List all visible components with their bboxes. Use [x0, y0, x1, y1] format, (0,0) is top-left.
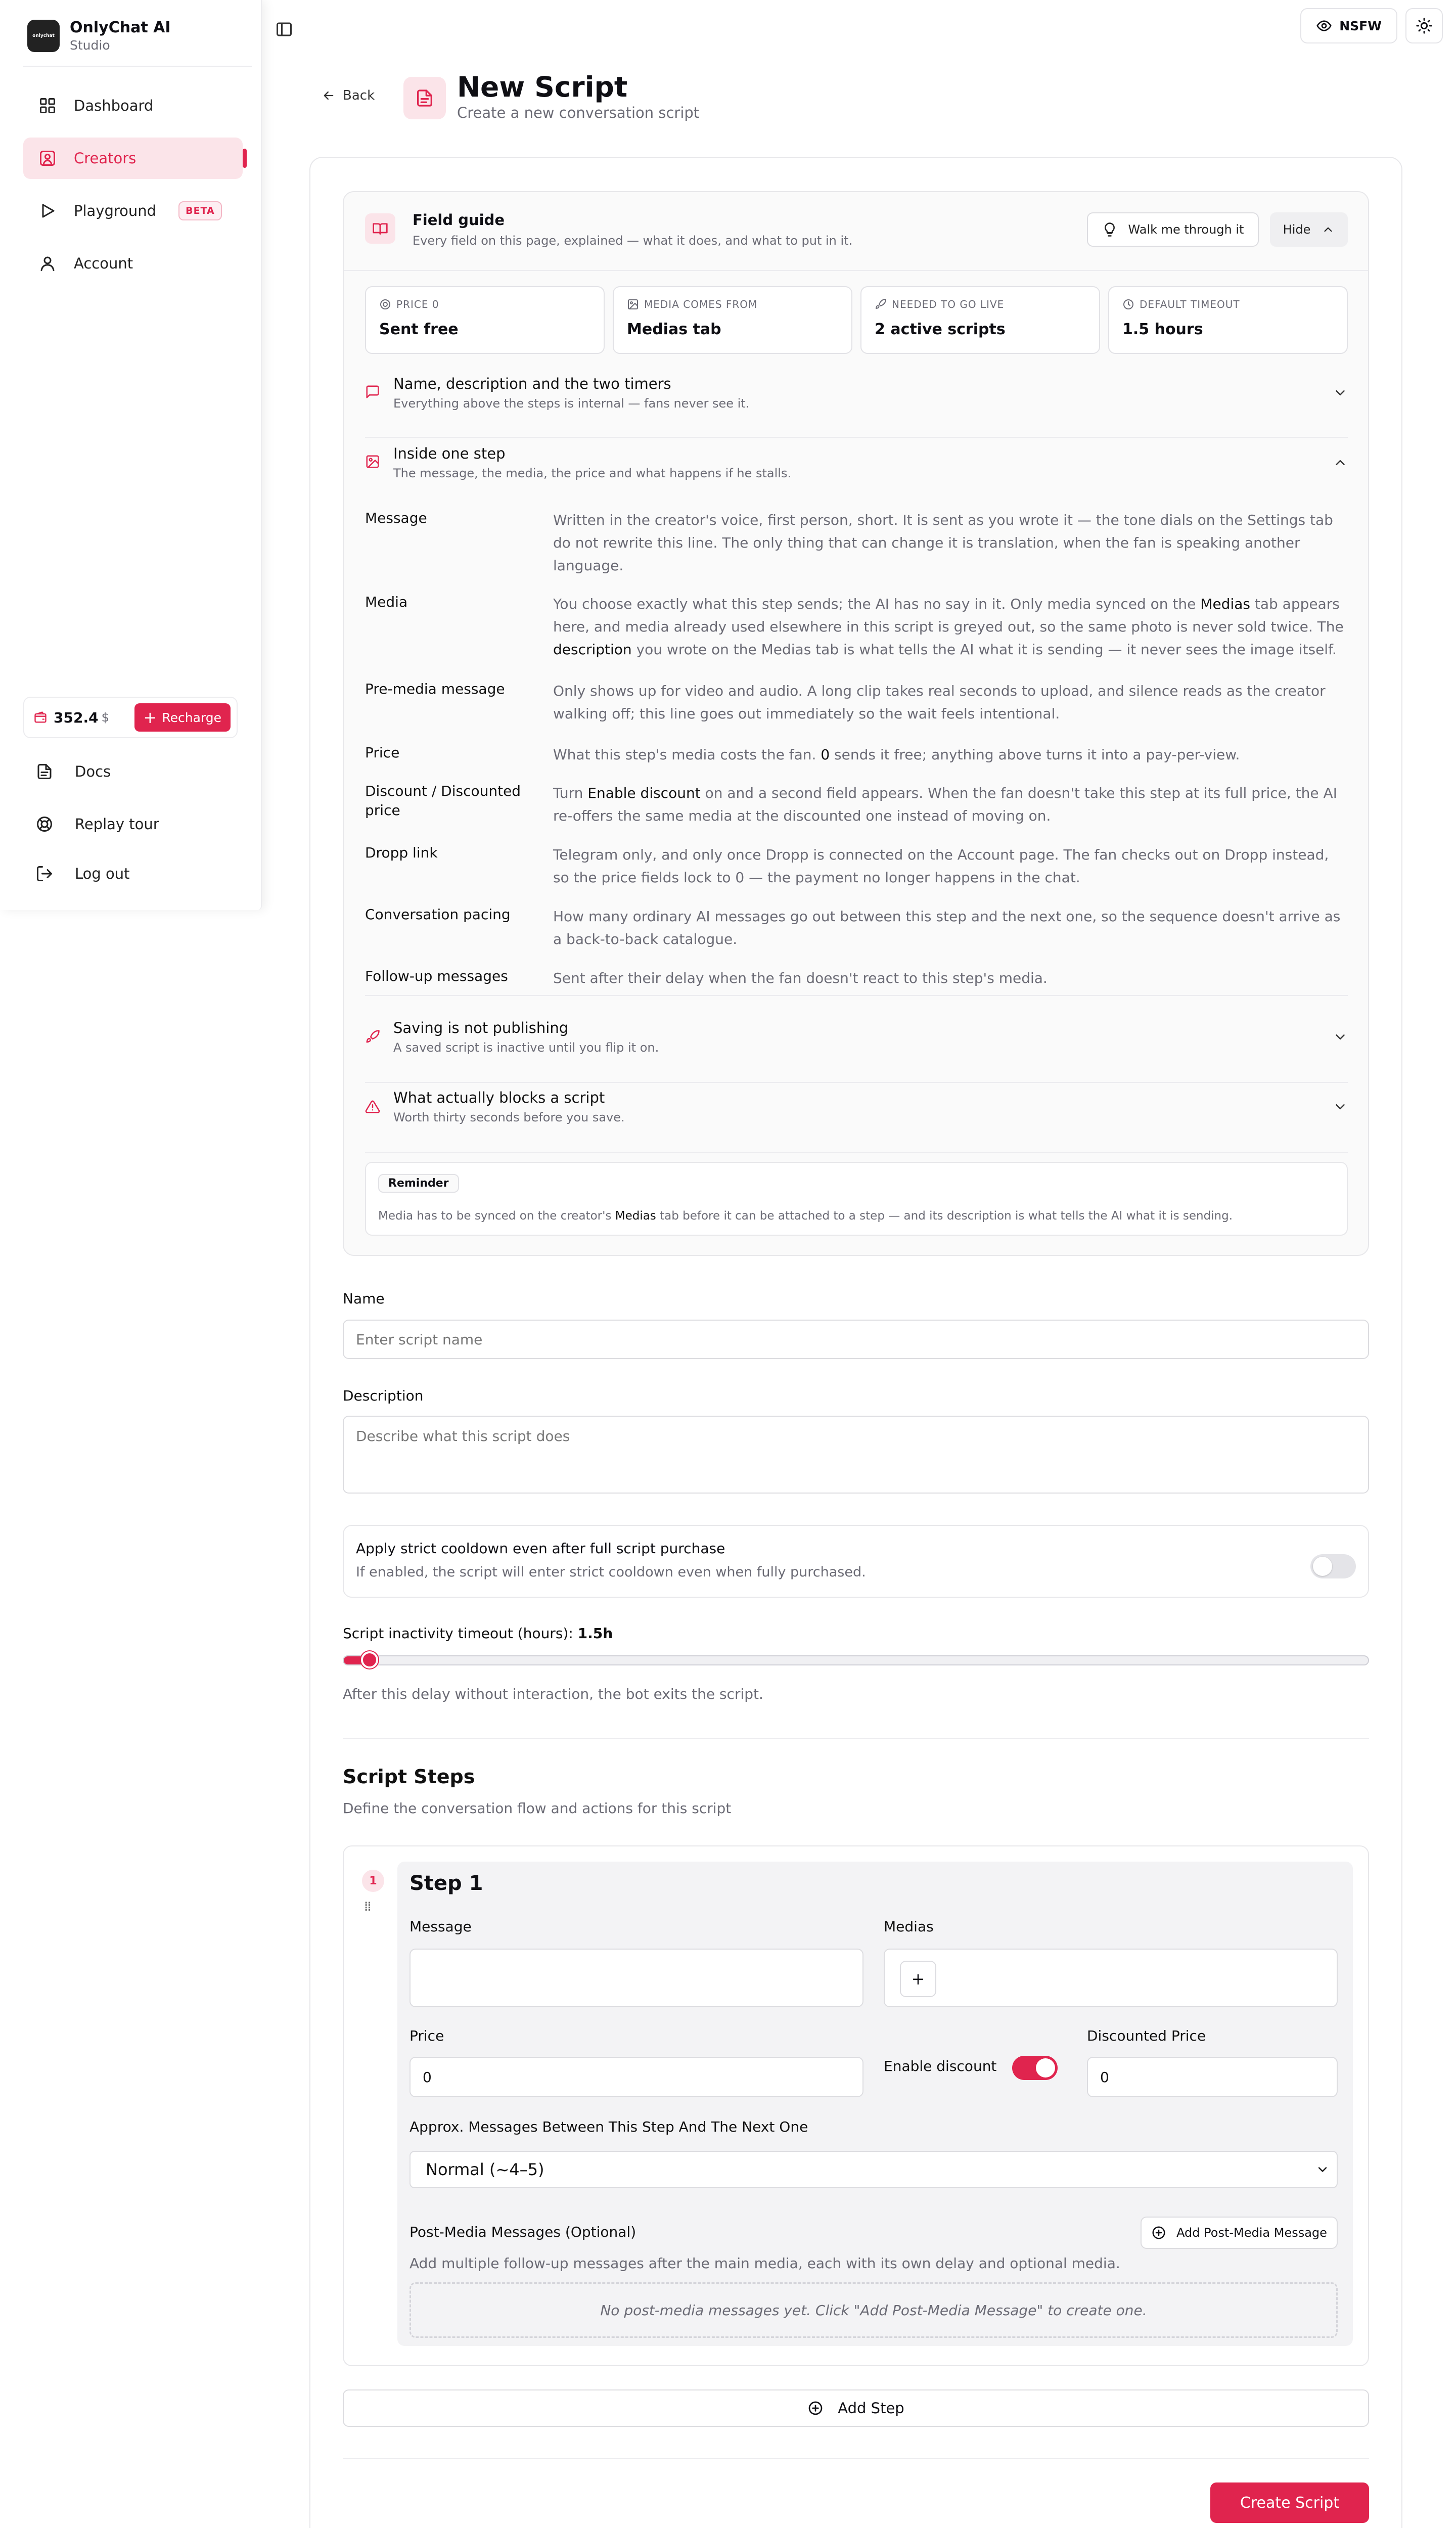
recharge-button[interactable] [134, 703, 231, 732]
strict-cooldown-row [343, 1525, 1369, 1598]
drag-handle-icon[interactable]: ⁞⁞ [364, 1899, 371, 1914]
stat-label: NEEDED TO GO LIVE [892, 298, 1005, 310]
text-part: You choose exactly what this step sends; the AI has no say in it. Only media synced on the [553, 596, 1201, 612]
description-label: Description [343, 1387, 424, 1404]
create-script-button[interactable] [1210, 2482, 1369, 2523]
nsfw-label: NSFW [1339, 18, 1382, 33]
chat-bubble-icon [365, 384, 380, 399]
stat-card-price [365, 286, 605, 354]
recharge-label: Recharge [162, 710, 221, 725]
stat-label: DEFAULT TIMEOUT [1140, 298, 1240, 310]
stat-label: MEDIA COMES FROM [644, 298, 758, 310]
text-part: Turn [553, 785, 588, 801]
credits-amount: 352.4 [54, 709, 99, 726]
post-media-help: Add multiple follow-up messages after the main media, each with its own delay and optional media. [410, 2255, 1120, 2272]
text-part: on and a second field appears. When the fan doesn't take this step at its full price, the AI re-offers the same media at the discounted one instead of moving on. [553, 785, 1337, 824]
credits-widget [23, 697, 238, 738]
step-number-badge: 1 [362, 1870, 384, 1892]
text-emphasis: Medias [615, 1209, 656, 1223]
description-textarea[interactable] [343, 1416, 1369, 1494]
text-emphasis: Medias [1200, 596, 1250, 612]
step-title: Step 1 [410, 1872, 483, 1895]
timeout-help: After this delay without interaction, the bot exits the script. [343, 1686, 763, 1702]
page-subtitle: Create a new conversation script [457, 104, 700, 121]
stat-card-go-live [860, 286, 1100, 354]
arrow-left-icon [322, 88, 336, 103]
lightbulb-icon [1102, 222, 1117, 237]
book-icon-badge [365, 213, 395, 244]
text-part: Media has to be synced on the creator's [378, 1209, 615, 1223]
definition-term: Conversation pacing [365, 906, 511, 923]
step-card [343, 1845, 1369, 2366]
walk-label: Walk me through it [1128, 222, 1244, 237]
stat-value: 1.5 hours [1122, 321, 1203, 338]
stat-value: 2 active scripts [875, 321, 1006, 338]
field-guide-title: Field guide [413, 211, 505, 229]
rocket-icon [365, 1029, 380, 1045]
brand-logo-text: onlychat [32, 33, 55, 38]
definition-desc [553, 743, 1348, 766]
discounted-price-input[interactable] [1087, 2057, 1338, 2097]
sun-icon [1416, 17, 1433, 34]
brand-subtitle: Studio [70, 38, 110, 53]
plus-circle-icon [1151, 2225, 1166, 2240]
sidebar-item-label: Creators [74, 150, 136, 167]
field-guide-subtitle: Every field on this page, explained — what it does, and what to put in it. [413, 234, 853, 248]
theme-toggle-button[interactable] [1405, 8, 1443, 43]
text-emphasis: 0 [821, 746, 830, 763]
script-file-icon-badge [403, 77, 446, 119]
text-part: you wrote on the Medias tab is what tells the AI what it is sending — it never sees the image itself. [631, 641, 1337, 658]
text-part: sends it free; anything above turns it into a pay-per-view. [830, 746, 1240, 763]
pacing-select[interactable] [410, 2151, 1338, 2188]
reminder-box [365, 1162, 1348, 1236]
definition-desc [553, 782, 1348, 827]
page-title: New Script [457, 71, 628, 103]
description-placeholder: Describe what this script does [356, 1428, 570, 1444]
timeout-slider[interactable] [343, 1655, 1369, 1665]
sidebar-item-account[interactable] [23, 243, 243, 284]
reminder-pill: Reminder [378, 1174, 459, 1193]
add-media-button[interactable] [900, 1961, 936, 1997]
rocket-icon [875, 298, 887, 310]
section-title: Saving is not publishing [393, 1019, 569, 1036]
post-media-empty-text: No post-media messages yet. Click "Add Post-Media Message" to create one. [600, 2301, 1147, 2319]
section-title: Name, description and the two timers [393, 375, 671, 392]
definition-term: Discount / Discounted price [365, 783, 521, 819]
chevron-up-icon [1333, 455, 1348, 470]
strict-cooldown-toggle[interactable] [1310, 1554, 1356, 1578]
name-input[interactable] [343, 1320, 1369, 1359]
sidebar-item-label: Playground [74, 202, 157, 219]
sidebar-link-logout[interactable] [35, 865, 130, 883]
back-label: Back [343, 88, 375, 103]
price-value: 0 [423, 2068, 432, 2086]
stat-card-media [613, 286, 852, 354]
timeout-label-text: Script inactivity timeout (hours): [343, 1625, 578, 1642]
section-subtitle: The message, the media, the price and what happens if he stalls. [393, 466, 792, 480]
beta-badge: BETA [178, 201, 222, 220]
play-icon [38, 202, 57, 220]
stat-label: PRICE 0 [396, 298, 439, 310]
book-icon [372, 220, 388, 237]
section-title: What actually blocks a script [393, 1089, 605, 1106]
chevron-down-icon [1333, 1029, 1348, 1045]
post-media-empty-state [410, 2282, 1338, 2338]
guide-section-saving[interactable] [365, 1013, 1348, 1083]
timeout-label [343, 1625, 613, 1642]
section-subtitle: Worth thirty seconds before you save. [393, 1110, 625, 1124]
logout-icon [35, 865, 54, 883]
cooldown-subtitle: If enabled, the script will enter strict cooldown even when fully purchased. [356, 1564, 866, 1580]
definition-desc: Written in the creator's voice, first person, short. It is sent as you wrote it — the tone dials on the Settings tab do not rewrite this line. The only thing that can change it is translation, when the fan is speaking another language. [553, 512, 1333, 574]
timeout-slider-thumb[interactable] [361, 1651, 378, 1668]
sidebar-item-playground[interactable] [23, 190, 243, 232]
definition-term: Message [365, 510, 427, 526]
guide-section-name-timers[interactable] [365, 368, 1348, 438]
chevron-down-icon [1333, 385, 1348, 400]
definition-desc: Only shows up for video and audio. A long clip takes real seconds to upload, and silence reads as the creator walking off; this line goes out immediately so the wait feels intentional. [553, 683, 1326, 722]
plus-circle-icon [807, 2400, 824, 2416]
sidebar [0, 0, 262, 910]
timeout-value: 1.5h [577, 1625, 613, 1642]
stat-card-timeout [1108, 286, 1348, 354]
name-label: Name [343, 1290, 385, 1307]
section-divider [343, 1738, 1369, 1739]
eye-icon [1316, 18, 1332, 34]
hide-label: Hide [1283, 222, 1311, 237]
clock-icon [1122, 298, 1134, 310]
pacing-label: Approx. Messages Between This Step And The Next One [410, 2118, 808, 2135]
sidebar-item-dashboard[interactable] [23, 85, 243, 126]
definition-term: Dropp link [365, 844, 438, 861]
message-label: Message [410, 1918, 472, 1935]
chevron-up-icon [1322, 223, 1335, 236]
guide-section-blocks[interactable] [365, 1083, 1348, 1153]
stat-value: Sent free [379, 321, 459, 338]
walk-me-through-button[interactable] [1087, 212, 1259, 247]
coin-icon [379, 298, 391, 310]
user-icon [38, 254, 57, 273]
sidebar-item-creators[interactable] [23, 138, 243, 179]
post-media-label: Post-Media Messages (Optional) [410, 2224, 636, 2240]
definition-term: Price [365, 744, 400, 761]
sidebar-item-label: Account [74, 255, 133, 272]
sidebar-divider [23, 66, 252, 67]
discounted-price-label: Discounted Price [1087, 2027, 1206, 2044]
sidebar-link-label: Docs [75, 763, 111, 780]
text-part: What this step's media costs the fan. [553, 746, 821, 763]
lifebuoy-icon [35, 815, 54, 833]
field-guide-header [344, 192, 1368, 271]
reminder-text [378, 1209, 1233, 1223]
add-post-media-label: Add Post-Media Message [1176, 2226, 1327, 2240]
sidebar-link-replay-tour[interactable] [35, 815, 159, 833]
steps-subtitle: Define the conversation flow and actions for this script [343, 1800, 732, 1817]
definition-term: Media [365, 594, 408, 610]
definition-desc: Telegram only, and only once Dropp is connected on the Account page. The fan checks out on Dropp instead, so the price fields lock to 0 — the payment no longer happens in the chat. [553, 846, 1329, 886]
warning-icon [365, 1099, 380, 1114]
brand-title: OnlyChat AI [70, 19, 171, 36]
medias-label: Medias [884, 1918, 934, 1935]
brand[interactable] [27, 18, 170, 54]
discounted-price-value: 0 [1100, 2068, 1109, 2086]
text-emphasis: Enable discount [587, 785, 701, 801]
sidebar-toggle-icon[interactable] [275, 20, 293, 38]
cooldown-title: Apply strict cooldown even after full script purchase [356, 1540, 725, 1557]
step-body [397, 1862, 1353, 2346]
medias-picker [884, 1949, 1338, 2007]
grid-icon [38, 97, 57, 115]
brand-logo [27, 20, 60, 52]
sidebar-link-label: Log out [75, 865, 130, 882]
add-step-label: Add Step [838, 2400, 904, 2417]
text-part: tab appears here, and media already used elsewhere in this script is greyed out, so the same photo is never sold twice. The [553, 596, 1344, 635]
user-square-icon [38, 149, 57, 167]
hide-guide-button[interactable] [1270, 212, 1348, 247]
create-script-label: Create Script [1240, 2494, 1340, 2512]
sidebar-link-docs[interactable] [35, 762, 111, 781]
chevron-down-icon [1315, 2162, 1330, 2177]
plus-icon: + [911, 1969, 925, 1989]
price-input[interactable] [410, 2057, 863, 2097]
name-placeholder: Enter script name [356, 1331, 483, 1348]
steps-title: Script Steps [343, 1766, 475, 1788]
sidebar-link-label: Replay tour [75, 816, 159, 833]
stat-value: Medias tab [627, 321, 721, 338]
text-part: tab before it can be attached to a step — and its description is what tells the AI what it is sending. [656, 1209, 1233, 1223]
image-icon [627, 298, 639, 310]
text-emphasis: description [553, 641, 632, 658]
file-text-icon [415, 88, 435, 108]
section-subtitle: Everything above the steps is internal — fans never see it. [393, 396, 750, 411]
message-textarea[interactable] [410, 1949, 863, 2007]
definition-desc: How many ordinary AI messages go out between this step and the next one, so the sequence doesn't arrive as a back-to-back catalogue. [553, 908, 1341, 947]
sidebar-item-label: Dashboard [74, 97, 154, 114]
section-subtitle: A saved script is inactive until you flip it on. [393, 1041, 659, 1055]
back-button[interactable] [322, 88, 375, 103]
nsfw-toggle-button[interactable] [1300, 8, 1397, 43]
footer-divider [343, 2458, 1369, 2459]
definition-desc [553, 593, 1348, 661]
enable-discount-label: Enable discount [884, 2058, 997, 2074]
plus-icon: + [143, 708, 157, 727]
credits-currency: $ [101, 710, 109, 725]
definition-term: Pre-media message [365, 681, 505, 697]
wallet-icon [33, 710, 48, 725]
price-label: Price [410, 2027, 444, 2044]
image-icon [365, 454, 380, 469]
definition-desc: Sent after their delay when the fan doesn't react to this step's media. [553, 970, 1048, 986]
add-post-media-button[interactable] [1141, 2217, 1338, 2249]
document-icon [35, 762, 54, 781]
pacing-value: Normal (~4–5) [426, 2160, 544, 2179]
field-guide [343, 191, 1369, 1256]
chevron-down-icon [1333, 1099, 1348, 1114]
enable-discount-toggle[interactable] [1012, 2056, 1058, 2080]
section-title: Inside one step [393, 445, 506, 462]
add-step-button[interactable] [343, 2389, 1369, 2427]
definition-term: Follow-up messages [365, 968, 508, 984]
